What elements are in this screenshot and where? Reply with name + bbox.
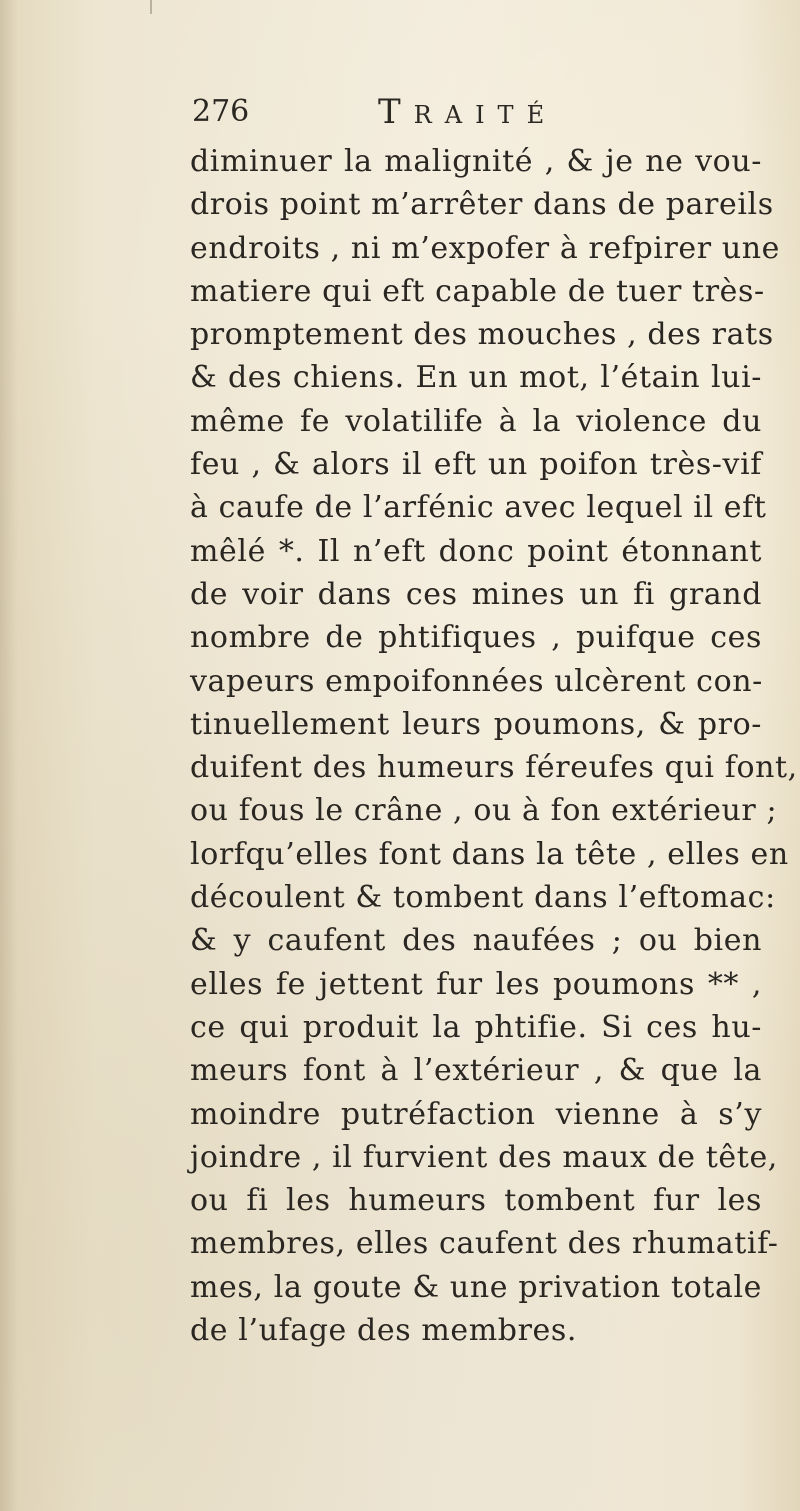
text-line: découlent & tombent dans l’eftomac:: [190, 880, 776, 916]
text-line: tinuellement leurs poumons, & pro-: [190, 706, 762, 742]
text-line: ou fous le crâne , ou à fon extérieur ;: [190, 793, 778, 829]
text-line: à caufe de l’arfénic avec lequel il eft: [190, 490, 767, 526]
text-line: feu , & alors il eft un poifon très-vif: [190, 447, 762, 483]
text-line-last: de l’ufage des membres.: [190, 1313, 577, 1349]
text-line: & des chiens. En un mot, l’étain lui-: [190, 360, 762, 396]
text-line: elles fe jettent fur les poumons ** ,: [190, 966, 762, 1002]
text-line: moindre putréfaction vienne à s’y: [190, 1096, 762, 1132]
text-line: de voir dans ces mines un fi grand: [190, 576, 762, 612]
text-line: membres, elles caufent des rhumatif-: [190, 1226, 779, 1262]
text-line: drois point m’arrêter dans de pareils: [190, 187, 774, 223]
text-line: mêlé *. Il n’eft donc point étonnant: [190, 533, 762, 569]
text-line: nombre de phtifiques , puifque ces: [190, 620, 762, 656]
body-text: [190, 140, 798, 1352]
text-line: meurs font à l’extérieur , & que la: [190, 1053, 762, 1089]
text-line: lorfqu’elles font dans la tête , elles en: [190, 836, 789, 872]
text-line: ce qui produit la phtifie. Si ces hu-: [190, 1009, 762, 1045]
text-line: matiere qui eft capable de tuer très-: [190, 273, 765, 309]
running-head: [192, 92, 782, 132]
text-line: même fe volatilife à la violence du: [190, 403, 762, 439]
page-number: 276: [192, 94, 250, 129]
page-crease-mark: [150, 0, 152, 14]
text-line: diminuer la malignité , & je ne vou-: [190, 144, 762, 179]
page-edge-shadow: [0, 0, 18, 1511]
text-line: vapeurs empoifonnées ulcèrent con-: [190, 663, 763, 699]
running-title: Traité: [378, 92, 558, 132]
text-line: duifent des humeurs féreufes qui font,: [190, 750, 798, 786]
text-line: promptement des mouches , des rats: [190, 317, 774, 353]
text-line: & y caufent des naufées ; ou bien: [190, 923, 762, 959]
text-line: ou fi les humeurs tombent fur les: [190, 1183, 762, 1219]
text-line: endroits , ni m’expofer à refpirer une: [190, 230, 781, 266]
text-line: joindre , il furvient des maux de tête,: [190, 1139, 778, 1175]
text-line: mes, la goute & une privation totale: [190, 1269, 762, 1305]
